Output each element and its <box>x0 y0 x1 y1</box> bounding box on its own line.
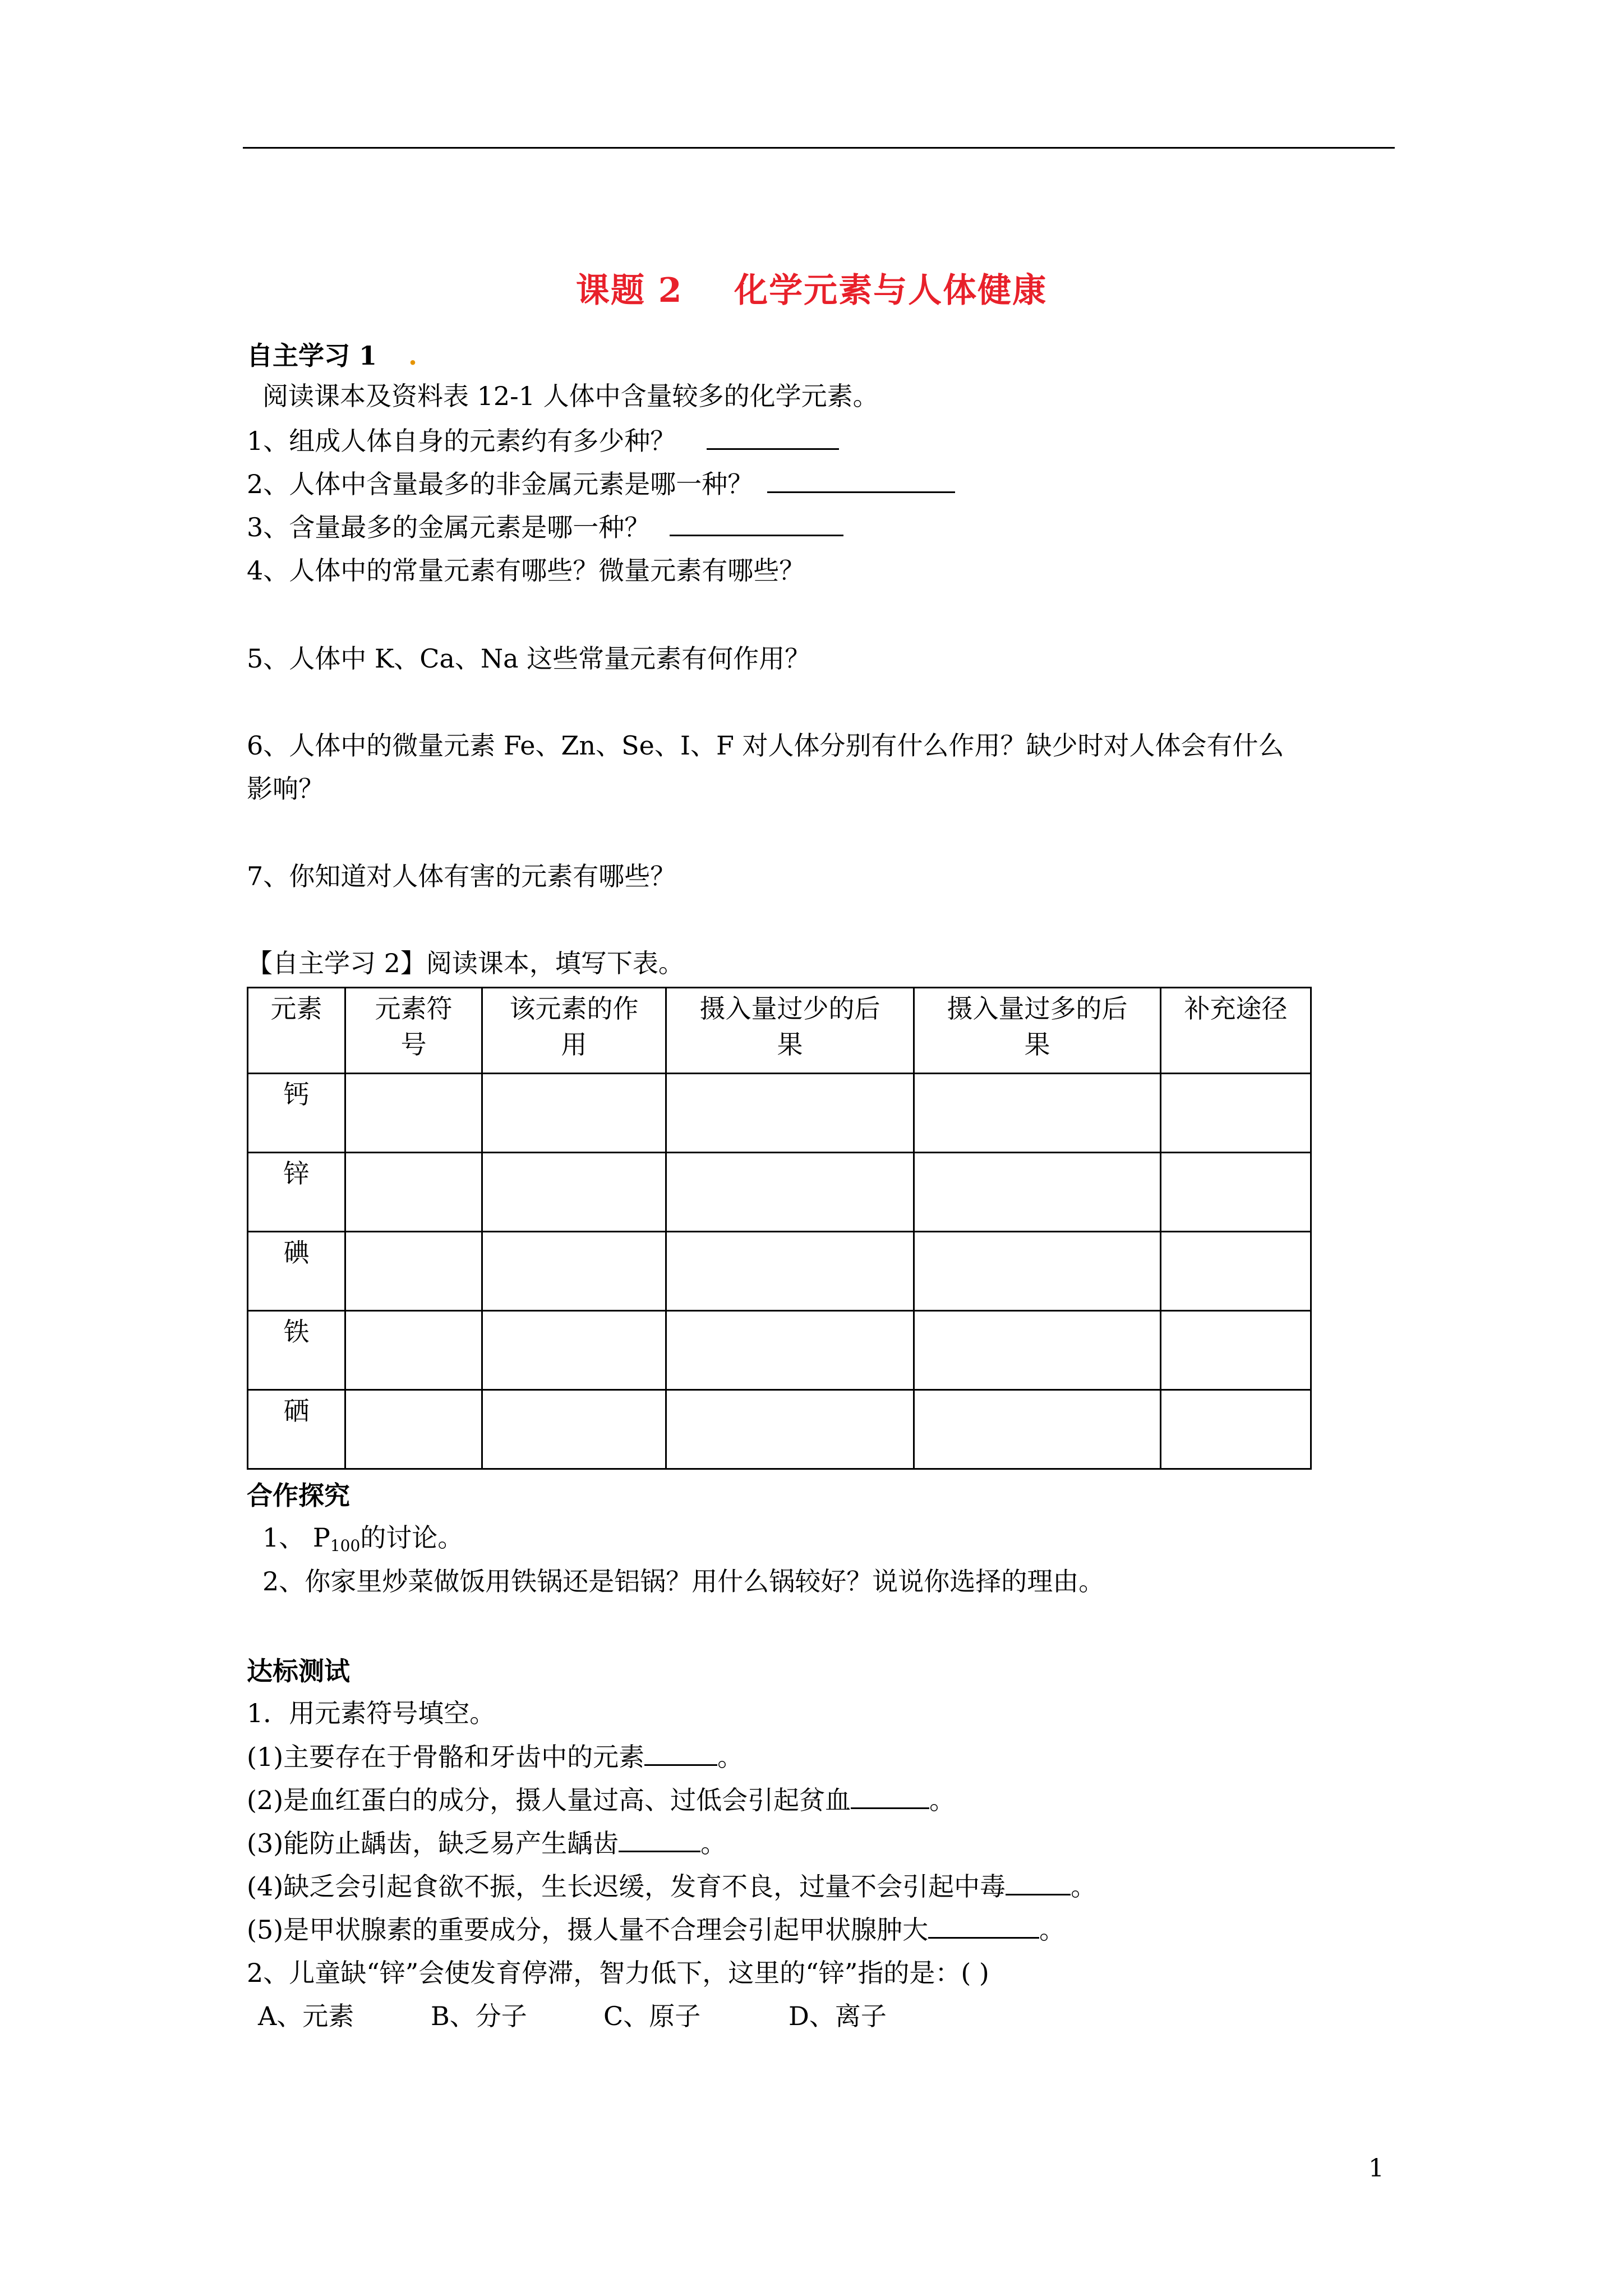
fill-cell[interactable] <box>1161 1390 1311 1469</box>
fill-cell[interactable] <box>914 1153 1161 1232</box>
header-cell: 摄入量过多的后 果 <box>914 988 1161 1074</box>
cooperation-item-1-prefix: 1、 P <box>262 1522 330 1553</box>
choice-option[interactable]: C、原子 <box>603 2001 701 2031</box>
table-header-row <box>248 988 1311 1074</box>
fill-cell[interactable] <box>1161 1232 1311 1311</box>
fill-cell[interactable] <box>482 1311 666 1390</box>
header-cell: 补充途径 <box>1161 988 1311 1074</box>
end-mark: 。 <box>717 1742 744 1772</box>
fill-in-text: (5)是甲状腺素的重要成分，摄人量不合理会引起甲状腺肿大 <box>247 1915 929 1945</box>
question-text: 3、含量最多的金属元素是哪一种？ <box>247 512 651 542</box>
end-mark: 。 <box>929 1785 956 1815</box>
self-study-1-label: 自主学习 1 <box>247 341 377 371</box>
fill-cell[interactable] <box>1161 1311 1311 1390</box>
fill-cell[interactable] <box>1161 1153 1311 1232</box>
header-cell: 元素 <box>248 988 345 1074</box>
choice-option[interactable]: A、元素 <box>258 2001 354 2031</box>
answer-blank[interactable] <box>670 512 843 536</box>
table-row <box>248 1390 1311 1469</box>
fill-cell[interactable] <box>345 1311 482 1390</box>
answer-blank[interactable] <box>767 469 955 493</box>
fill-in-text: (1)主要存在于骨骼和牙齿中的元素 <box>247 1742 645 1772</box>
end-mark: 。 <box>1071 1871 1097 1902</box>
test-question-1: 1．用元素符号填空。 <box>247 1698 496 1728</box>
table-row <box>248 1311 1311 1390</box>
fill-cell[interactable] <box>914 1390 1161 1469</box>
fill-cell[interactable] <box>345 1232 482 1311</box>
fill-cell[interactable] <box>482 1232 666 1311</box>
question-text: 5、人体中 K、Ca、Na 这些常量元素有何作用？ <box>247 643 811 674</box>
section-heading-self-study-1 <box>247 339 417 372</box>
element-table <box>247 987 1312 1470</box>
question-text: 4、人体中的常量元素有哪些？微量元素有哪些？ <box>247 555 805 586</box>
page-title: 课题 2 化学元素与人体健康 <box>575 271 1048 310</box>
self-study-1-intro: 阅读课本及资料表 12-1 人体中含量较多的化学元素。 <box>262 381 879 411</box>
answer-blank[interactable] <box>707 426 839 450</box>
fill-cell[interactable] <box>666 1232 914 1311</box>
header-rule <box>243 147 1395 149</box>
fill-cell[interactable] <box>1161 1074 1311 1153</box>
fill-cell[interactable] <box>345 1074 482 1153</box>
fill-in-row <box>247 1913 1065 1946</box>
fill-cell[interactable] <box>666 1311 914 1390</box>
page-reference-subscript: 100 <box>330 1536 361 1555</box>
end-mark: 。 <box>700 1828 727 1858</box>
fill-cell[interactable] <box>666 1074 914 1153</box>
section-heading-test: 达标测试 <box>247 1656 350 1686</box>
fill-in-row <box>247 1741 743 1773</box>
fill-cell[interactable] <box>482 1153 666 1232</box>
cooperation-item-1 <box>262 1521 463 1562</box>
choice-options <box>258 2000 887 2032</box>
question-row <box>247 425 839 457</box>
fill-cell[interactable] <box>345 1390 482 1469</box>
fill-cell[interactable] <box>345 1153 482 1232</box>
test-question-2: 2、儿童缺“锌”会使发育停滞，智力低下，这里的“锌”指的是：( ) <box>247 1958 989 1988</box>
fill-cell[interactable] <box>914 1311 1161 1390</box>
element-name-cell: 钙 <box>248 1074 345 1153</box>
question-text: 影响？ <box>247 774 324 804</box>
answer-blank[interactable] <box>644 1742 717 1766</box>
header-cell: 元素符 号 <box>345 988 482 1074</box>
page-number: 1 <box>1368 2154 1384 2183</box>
fill-cell[interactable] <box>482 1390 666 1469</box>
element-name-cell: 硒 <box>248 1390 345 1469</box>
fill-cell[interactable] <box>666 1390 914 1469</box>
section-heading-cooperation: 合作探究 <box>247 1480 350 1511</box>
question-text: 7、你知道对人体有害的元素有哪些？ <box>247 861 676 891</box>
question-text: 6、人体中的微量元素 Fe、Zn、Se、I、F 对人体分别有什么作用？缺少时对人体会有什么 <box>247 730 1284 761</box>
element-name-cell: 锌 <box>248 1153 345 1232</box>
answer-blank[interactable] <box>1006 1871 1071 1895</box>
fill-cell[interactable] <box>914 1074 1161 1153</box>
answer-blank[interactable] <box>928 1915 1039 1939</box>
fill-cell[interactable] <box>482 1074 666 1153</box>
cooperation-item-2: 2、你家里炒菜做饭用铁锅还是铝锅？用什么锅较好？说说你选择的理由。 <box>262 1566 1105 1596</box>
fill-in-text: (4)缺乏会引起食欲不振，生长迟缓，发育不良，过量不会引起中毒 <box>247 1871 1006 1902</box>
question-text: 2、人体中含量最多的非金属元素是哪一种？ <box>247 469 754 499</box>
fill-in-row <box>247 1784 955 1816</box>
fill-cell[interactable] <box>914 1232 1161 1311</box>
element-name-cell: 碘 <box>248 1232 345 1311</box>
header-cell: 该元素的作 用 <box>482 988 666 1074</box>
element-name-cell: 铁 <box>248 1311 345 1390</box>
table-row <box>248 1153 1311 1232</box>
table-row <box>248 1074 1311 1153</box>
answer-blank[interactable] <box>619 1828 700 1852</box>
question-text: 1、组成人体自身的元素约有多少种？ <box>247 426 676 456</box>
mark-dot: . <box>408 341 418 371</box>
fill-in-text: (2)是血红蛋白的成分，摄人量过高、过低会引起贫血 <box>247 1785 851 1815</box>
choice-option[interactable]: D、离子 <box>789 2001 887 2031</box>
answer-blank[interactable] <box>851 1785 929 1809</box>
question-row <box>247 511 843 544</box>
question-row <box>247 468 955 500</box>
cooperation-item-1-suffix: 的讨论。 <box>360 1522 464 1553</box>
fill-in-text: (3)能防止龋齿，缺乏易产生龋齿 <box>247 1828 619 1858</box>
section-heading-self-study-2: 【自主学习 2】阅读课本，填写下表。 <box>247 948 684 978</box>
table-row <box>248 1232 1311 1311</box>
header-cell: 摄入量过少的后 果 <box>666 988 914 1074</box>
fill-in-row <box>247 1827 726 1860</box>
end-mark: 。 <box>1039 1915 1066 1945</box>
fill-cell[interactable] <box>666 1153 914 1232</box>
fill-in-row <box>247 1870 1096 1903</box>
choice-option[interactable]: B、分子 <box>431 2001 527 2031</box>
